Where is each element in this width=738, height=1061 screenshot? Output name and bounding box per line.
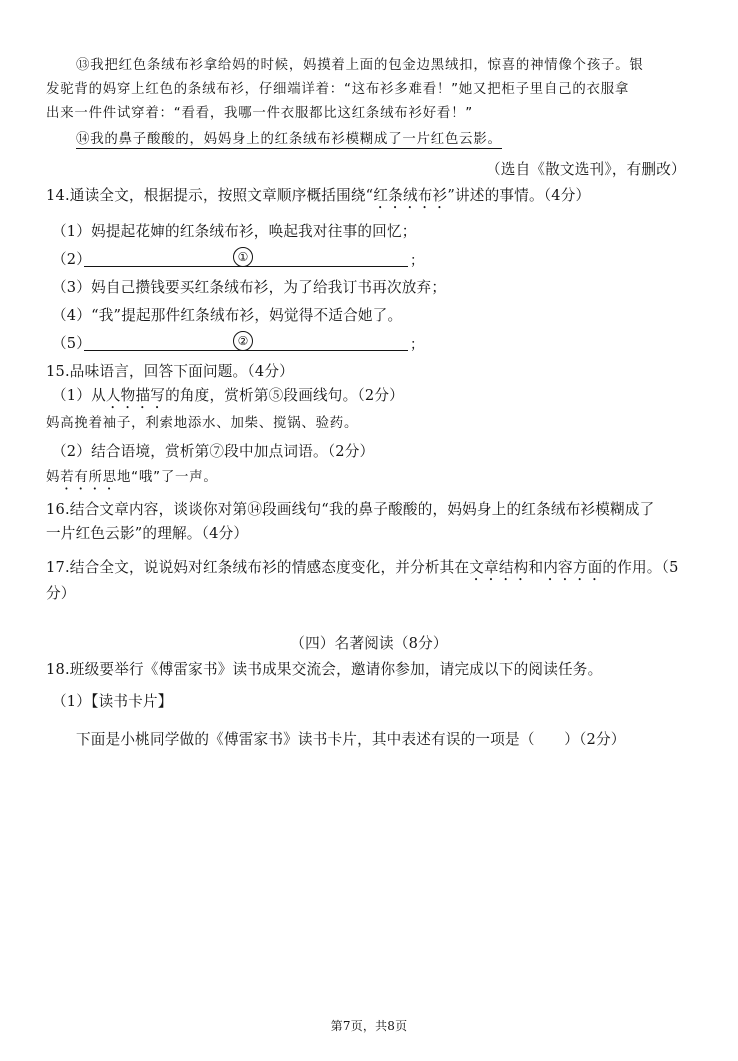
- passage-p13-line2: 发驼背的妈穿上红色的条绒布衫，仔细端详着：“这布衫多难看！”她又把柜子里自己的衣服拿: [46, 82, 630, 97]
- q17-dotted-structure: 文章结构: [469, 559, 529, 576]
- q17-line1-pre: 17.结合全文，说说妈对红条绒布衫的情感态度变化，并分析其在: [46, 559, 470, 576]
- passage-source: （选自《散文选刊》，有删改）: [486, 161, 686, 178]
- q14-item5-semicolon: ；: [410, 337, 424, 353]
- q17-line1: [46, 558, 679, 584]
- q18-task: 下面是小桃同学做的《傅雷家书》读书卡片，其中表述有误的一项是（ ）（2分）: [76, 731, 626, 748]
- q17-dotted-content: 内容方面: [543, 559, 603, 576]
- q15-sub1-dotted: 人物描写: [105, 387, 166, 404]
- q18-sub1: （1）【读书卡片】: [52, 693, 173, 710]
- q14-item1: （1）妈提起花婶的红条绒布衫，唤起我对往事的回忆；: [52, 223, 417, 240]
- q17-line2: 分）: [46, 585, 76, 602]
- q15-quote1: 妈高挽着袖子，利索地添水、加柴、搅锅、验药。: [46, 416, 359, 431]
- q17-line1-mid: 和: [528, 559, 544, 576]
- q15-sub1-pre: （1）从: [52, 387, 106, 404]
- q15-quote2-dotted: 若有所思: [60, 470, 117, 485]
- q14-item5-label: （5）: [52, 335, 92, 352]
- q14-stem: [46, 186, 590, 212]
- q14-blank-number-2: ②: [233, 331, 253, 351]
- q15-sub1-post: 的角度，赏析第⑤段画线句。（2分）: [165, 387, 404, 404]
- q14-stem-pre: 14.通读全文，根据提示，按照文章顺序概括围绕“: [46, 187, 374, 204]
- q15-quote2-post: 地“哦”了一声。: [116, 470, 218, 485]
- passage-p13-line3: 出来一件件试穿着：“看看，我哪一件衣服都比这红条绒布衫好看！”: [46, 106, 473, 121]
- passage-p14-underlined-sentence: ⑭我的鼻子酸酸的，妈妈身上的红条绒布衫模糊成了一片红色云影。: [76, 132, 502, 147]
- q14-item2-semicolon: ；: [410, 253, 424, 269]
- q18-stem: 18.班级要举行《傅雷家书》读书成果交流会，邀请你参加，请完成以下的阅读任务。: [46, 661, 603, 678]
- q14-item4: （4）“我”提起那件红条绒布衫，妈觉得不适合她了。: [52, 307, 403, 324]
- q14-stem-dotted: 红条绒布衫: [373, 187, 448, 204]
- q14-stem-post: ”讲述的事情。（4分）: [447, 187, 591, 204]
- q15-sub2: （2）结合语境，赏析第⑦段中加点词语。（2分）: [52, 443, 375, 460]
- q15-quote2-pre: 妈: [46, 470, 61, 485]
- q16-line1: 16.结合文章内容，谈谈你对第⑭段画线句“我的鼻子酸酸的，妈妈身上的红条绒布衫模糊成了: [46, 501, 655, 518]
- q14-item3: （3）妈自己攒钱要买红条绒布衫，为了给我订书再次放弃；: [52, 279, 447, 296]
- q17-line1-post: 的作用。（5: [602, 559, 679, 576]
- q14-blank-number-1: ①: [233, 247, 253, 267]
- section4-heading: （四）名著阅读（8分）: [290, 635, 448, 652]
- page-footer: 第7页，共8页: [330, 1019, 408, 1033]
- q16-line2: 一片红色云影”的理解。（4分）: [46, 525, 249, 542]
- passage-p14: [76, 130, 502, 150]
- q15-sub1: [52, 386, 404, 412]
- passage-p13-line1: ⑬我把红色条绒布衫拿给妈的时候，妈摸着上面的包金边黑绒扣，惊喜的神情像个孩子。银: [76, 58, 644, 73]
- q14-item2-label: （2）: [52, 251, 92, 268]
- q15-quote2: [46, 468, 218, 493]
- q15-stem: 15.品味语言，回答下面问题。（4分）: [46, 363, 294, 380]
